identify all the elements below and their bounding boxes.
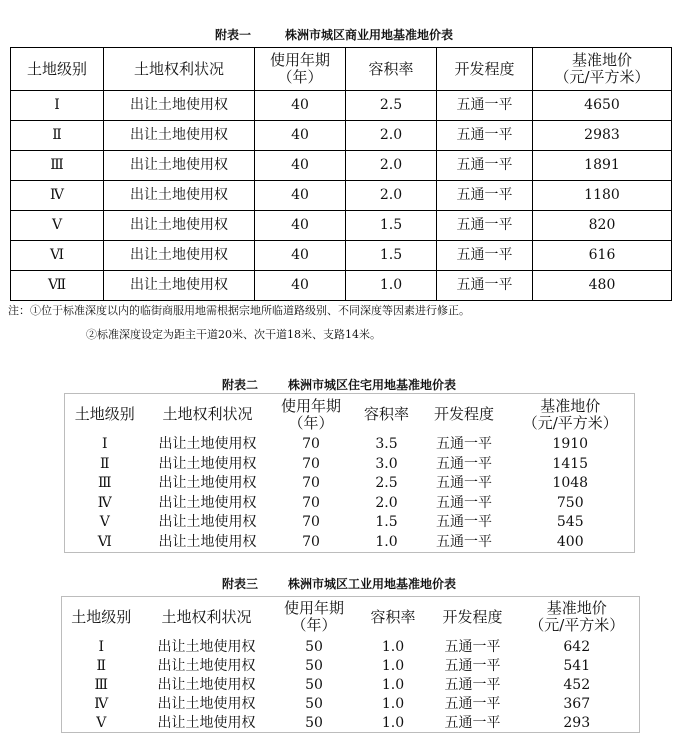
table-cell: 1.0 <box>381 676 405 693</box>
table-row <box>62 637 640 656</box>
table-cell: 五通一平 <box>436 455 492 472</box>
table-cell: 出让土地使用权 <box>157 695 256 712</box>
column-header-line: （元/平方米） <box>554 68 650 86</box>
table-cell: 70 <box>302 514 320 531</box>
table-header-row <box>65 394 635 436</box>
table-cell: 五通一平 <box>437 151 533 181</box>
table-cell: 3.5 <box>375 436 398 453</box>
table-cell: 五通一平 <box>444 695 501 712</box>
table-cell: 出让土地使用权 <box>104 211 255 241</box>
column-header-line: 土地级别 <box>74 405 135 423</box>
table-cell: 出让土地使用权 <box>157 676 256 693</box>
table-cell: 40 <box>255 271 346 301</box>
table-cell: Ⅲ <box>11 151 104 181</box>
table-header-row <box>11 48 672 91</box>
column-header-line: （年） <box>291 616 337 634</box>
table-cell: 出让土地使用权 <box>158 533 257 550</box>
table-row <box>11 181 672 211</box>
table-cell: 642 <box>563 638 591 655</box>
table-cell: Ⅳ <box>94 695 109 712</box>
table-cell: 五通一平 <box>436 494 492 511</box>
table-cell: 2.5 <box>375 475 398 492</box>
table-cell: 1.5 <box>375 514 398 531</box>
industrial-land-price-table <box>61 596 640 733</box>
table-header-row <box>62 597 640 638</box>
table-cell: 1180 <box>533 181 672 211</box>
table-cell: 70 <box>302 455 320 472</box>
column-header <box>271 394 352 436</box>
column-header <box>352 394 422 436</box>
table-cell: 五通一平 <box>437 241 533 271</box>
table-cell: 五通一平 <box>437 91 533 121</box>
table1-title <box>215 26 453 43</box>
column-header <box>141 597 273 638</box>
column-header <box>104 48 255 91</box>
table-cell: 40 <box>255 211 346 241</box>
column-header <box>356 597 431 638</box>
column-header-line: 开发程度 <box>433 405 494 423</box>
table-cell: 40 <box>255 91 346 121</box>
table-cell: 2.0 <box>346 121 437 151</box>
table-cell: Ⅰ <box>11 91 104 121</box>
column-header-line: （元/平方米） <box>529 616 625 634</box>
table-cell: Ⅴ <box>96 714 107 731</box>
table-cell: 70 <box>302 475 320 492</box>
table-cell: 1.0 <box>381 638 405 655</box>
table-row <box>11 241 672 271</box>
table-cell: Ⅱ <box>99 455 110 472</box>
table-row <box>11 91 672 121</box>
table-cell: 40 <box>255 151 346 181</box>
table-cell: 750 <box>556 494 584 511</box>
table2-title-prefix: 附表二 <box>222 378 259 392</box>
table3-title <box>222 575 456 592</box>
table-cell: 1.0 <box>381 695 405 712</box>
table-cell: 五通一平 <box>436 533 492 550</box>
table-cell: 1.5 <box>346 241 437 271</box>
table-cell: Ⅴ <box>11 211 104 241</box>
table-cell: 2.5 <box>346 91 437 121</box>
column-header-line: 容积率 <box>368 59 414 78</box>
column-header <box>437 48 533 91</box>
column-header <box>65 394 145 436</box>
column-header-line: 土地级别 <box>26 59 87 78</box>
table-cell: 五通一平 <box>437 181 533 211</box>
table-cell: 70 <box>302 436 320 453</box>
table-cell: 4650 <box>533 91 672 121</box>
table-row <box>65 513 635 533</box>
table-cell: 出让土地使用权 <box>104 91 255 121</box>
table-row <box>11 211 672 241</box>
table-cell: 出让土地使用权 <box>104 151 255 181</box>
table-row <box>62 656 640 675</box>
column-header-line: 开发程度 <box>442 607 503 626</box>
table-cell: 出让土地使用权 <box>158 514 257 531</box>
table-row <box>65 494 635 514</box>
table-cell: 2983 <box>533 121 672 151</box>
table-cell: 480 <box>533 271 672 301</box>
table3-title-prefix: 附表三 <box>222 577 259 591</box>
table-cell: Ⅰ <box>101 436 108 453</box>
table-cell: 出让土地使用权 <box>158 436 257 453</box>
table2-title <box>222 376 456 393</box>
column-header-line: 土地权利状况 <box>133 59 224 78</box>
table-row <box>65 533 635 553</box>
note-1: 注：①位于标准深度以内的临街商服用地需根据宗地所临道路级别、不同深度等因素进行修正。 <box>8 304 470 317</box>
column-header <box>507 394 635 436</box>
table-cell: 出让土地使用权 <box>104 241 255 271</box>
table-cell: 2.0 <box>346 151 437 181</box>
column-header-line: 基准地价 <box>540 396 601 415</box>
table-cell: 40 <box>255 181 346 211</box>
column-header <box>515 597 640 638</box>
column-header-line: 土地权利状况 <box>162 405 253 423</box>
table-cell: 五通一平 <box>444 676 501 693</box>
table-cell: 出让土地使用权 <box>158 494 257 511</box>
column-header <box>11 48 104 91</box>
table-cell: 50 <box>305 695 323 712</box>
table-cell: 541 <box>563 657 591 674</box>
table-row <box>62 675 640 694</box>
table1-title-text: 株洲市城区商业用地基准地价表 <box>285 28 454 42</box>
table-cell: 1891 <box>533 151 672 181</box>
table-cell: Ⅰ <box>98 638 105 655</box>
table-cell: 五通一平 <box>437 211 533 241</box>
table3-title-text: 株洲市城区工业用地基准地价表 <box>288 577 457 591</box>
column-header-line: 使用年期 <box>283 599 344 617</box>
table-row <box>11 151 672 181</box>
column-header <box>422 394 507 436</box>
table-row <box>65 474 635 494</box>
table-cell: 50 <box>305 638 323 655</box>
table-cell: Ⅱ <box>96 657 106 674</box>
table-cell: Ⅵ <box>97 533 112 550</box>
table-row <box>65 455 635 475</box>
column-header-line: （元/平方米） <box>522 413 618 432</box>
table-cell: 452 <box>563 676 591 693</box>
table-cell: 出让土地使用权 <box>157 638 256 655</box>
column-header <box>255 48 346 91</box>
column-header-line: 基准地价 <box>571 51 632 69</box>
table-cell: 出让土地使用权 <box>104 271 255 301</box>
table-cell: 40 <box>255 241 346 271</box>
table-row <box>62 694 640 713</box>
table-cell: Ⅴ <box>99 514 110 531</box>
table-row <box>62 713 640 733</box>
column-header-line: （年） <box>288 413 334 432</box>
table-cell: 1415 <box>552 455 589 472</box>
column-header-line: 使用年期 <box>269 51 330 69</box>
note-2: ②标准深度设定为距主干道20米、次干道18米、支路14米。 <box>86 328 381 341</box>
table-cell: 820 <box>533 211 672 241</box>
table-cell: Ⅵ <box>11 241 104 271</box>
table-cell: 50 <box>305 676 323 693</box>
table-cell: 出让土地使用权 <box>104 121 255 151</box>
table-cell: 1910 <box>552 436 589 453</box>
table-cell: 五通一平 <box>444 638 501 655</box>
table-cell: 1.0 <box>381 714 405 731</box>
table-cell: 五通一平 <box>444 714 501 731</box>
table-cell: Ⅶ <box>11 271 104 301</box>
table-cell: 五通一平 <box>436 436 492 453</box>
table-cell: 545 <box>556 514 584 531</box>
table-cell: 2.0 <box>375 494 398 511</box>
table-cell: 400 <box>556 533 584 550</box>
column-header <box>145 394 271 436</box>
table2-title-text: 株洲市城区住宅用地基准地价表 <box>288 378 457 392</box>
table-cell: 70 <box>302 533 320 550</box>
table-row <box>65 435 635 455</box>
column-header <box>346 48 437 91</box>
table-cell: 1048 <box>552 475 589 492</box>
table-row <box>11 271 672 301</box>
table-cell: 出让土地使用权 <box>104 181 255 211</box>
table-cell: 40 <box>255 121 346 151</box>
table-row <box>11 121 672 151</box>
column-header <box>273 597 356 638</box>
table-cell: 50 <box>305 714 323 731</box>
table-cell: 出让土地使用权 <box>157 657 256 674</box>
table-cell: 367 <box>563 695 591 712</box>
residential-land-price-table <box>64 393 635 553</box>
table-cell: 五通一平 <box>437 271 533 301</box>
table-cell: Ⅳ <box>11 181 104 211</box>
column-header-line: 开发程度 <box>454 59 515 78</box>
column-header-line: （年） <box>277 68 323 86</box>
table-cell: 出让土地使用权 <box>158 475 257 492</box>
table-cell: 1.0 <box>346 271 437 301</box>
table-cell: 616 <box>533 241 672 271</box>
table-cell: 出让土地使用权 <box>158 455 257 472</box>
table-cell: 五通一平 <box>436 514 492 531</box>
table-cell: Ⅲ <box>94 676 108 693</box>
table-cell: 出让土地使用权 <box>157 714 256 731</box>
table-cell: 293 <box>563 714 591 731</box>
column-header-line: 基准地价 <box>546 599 607 617</box>
table-cell: 2.0 <box>346 181 437 211</box>
table-cell: Ⅳ <box>97 494 112 511</box>
column-header-line: 土地级别 <box>71 607 132 626</box>
table-cell: 五通一平 <box>444 657 501 674</box>
column-header <box>533 48 672 91</box>
table-cell: 1.0 <box>375 533 398 550</box>
table-cell: Ⅲ <box>97 475 112 492</box>
table1-title-prefix: 附表一 <box>215 28 252 42</box>
table-cell: 3.0 <box>375 455 398 472</box>
column-header-line: 容积率 <box>370 607 416 626</box>
table-cell: 50 <box>305 657 323 674</box>
commercial-land-price-table <box>10 47 672 301</box>
column-header-line: 土地权利状况 <box>161 607 252 626</box>
table-cell: Ⅱ <box>11 121 104 151</box>
table-cell: 五通一平 <box>437 121 533 151</box>
column-header-line: 容积率 <box>363 405 409 423</box>
table-cell: 70 <box>302 494 320 511</box>
column-header-line: 使用年期 <box>280 396 341 415</box>
table-cell: 1.5 <box>346 211 437 241</box>
table-cell: 五通一平 <box>436 475 492 492</box>
column-header <box>62 597 141 638</box>
table-cell: 1.0 <box>381 657 405 674</box>
column-header <box>431 597 515 638</box>
